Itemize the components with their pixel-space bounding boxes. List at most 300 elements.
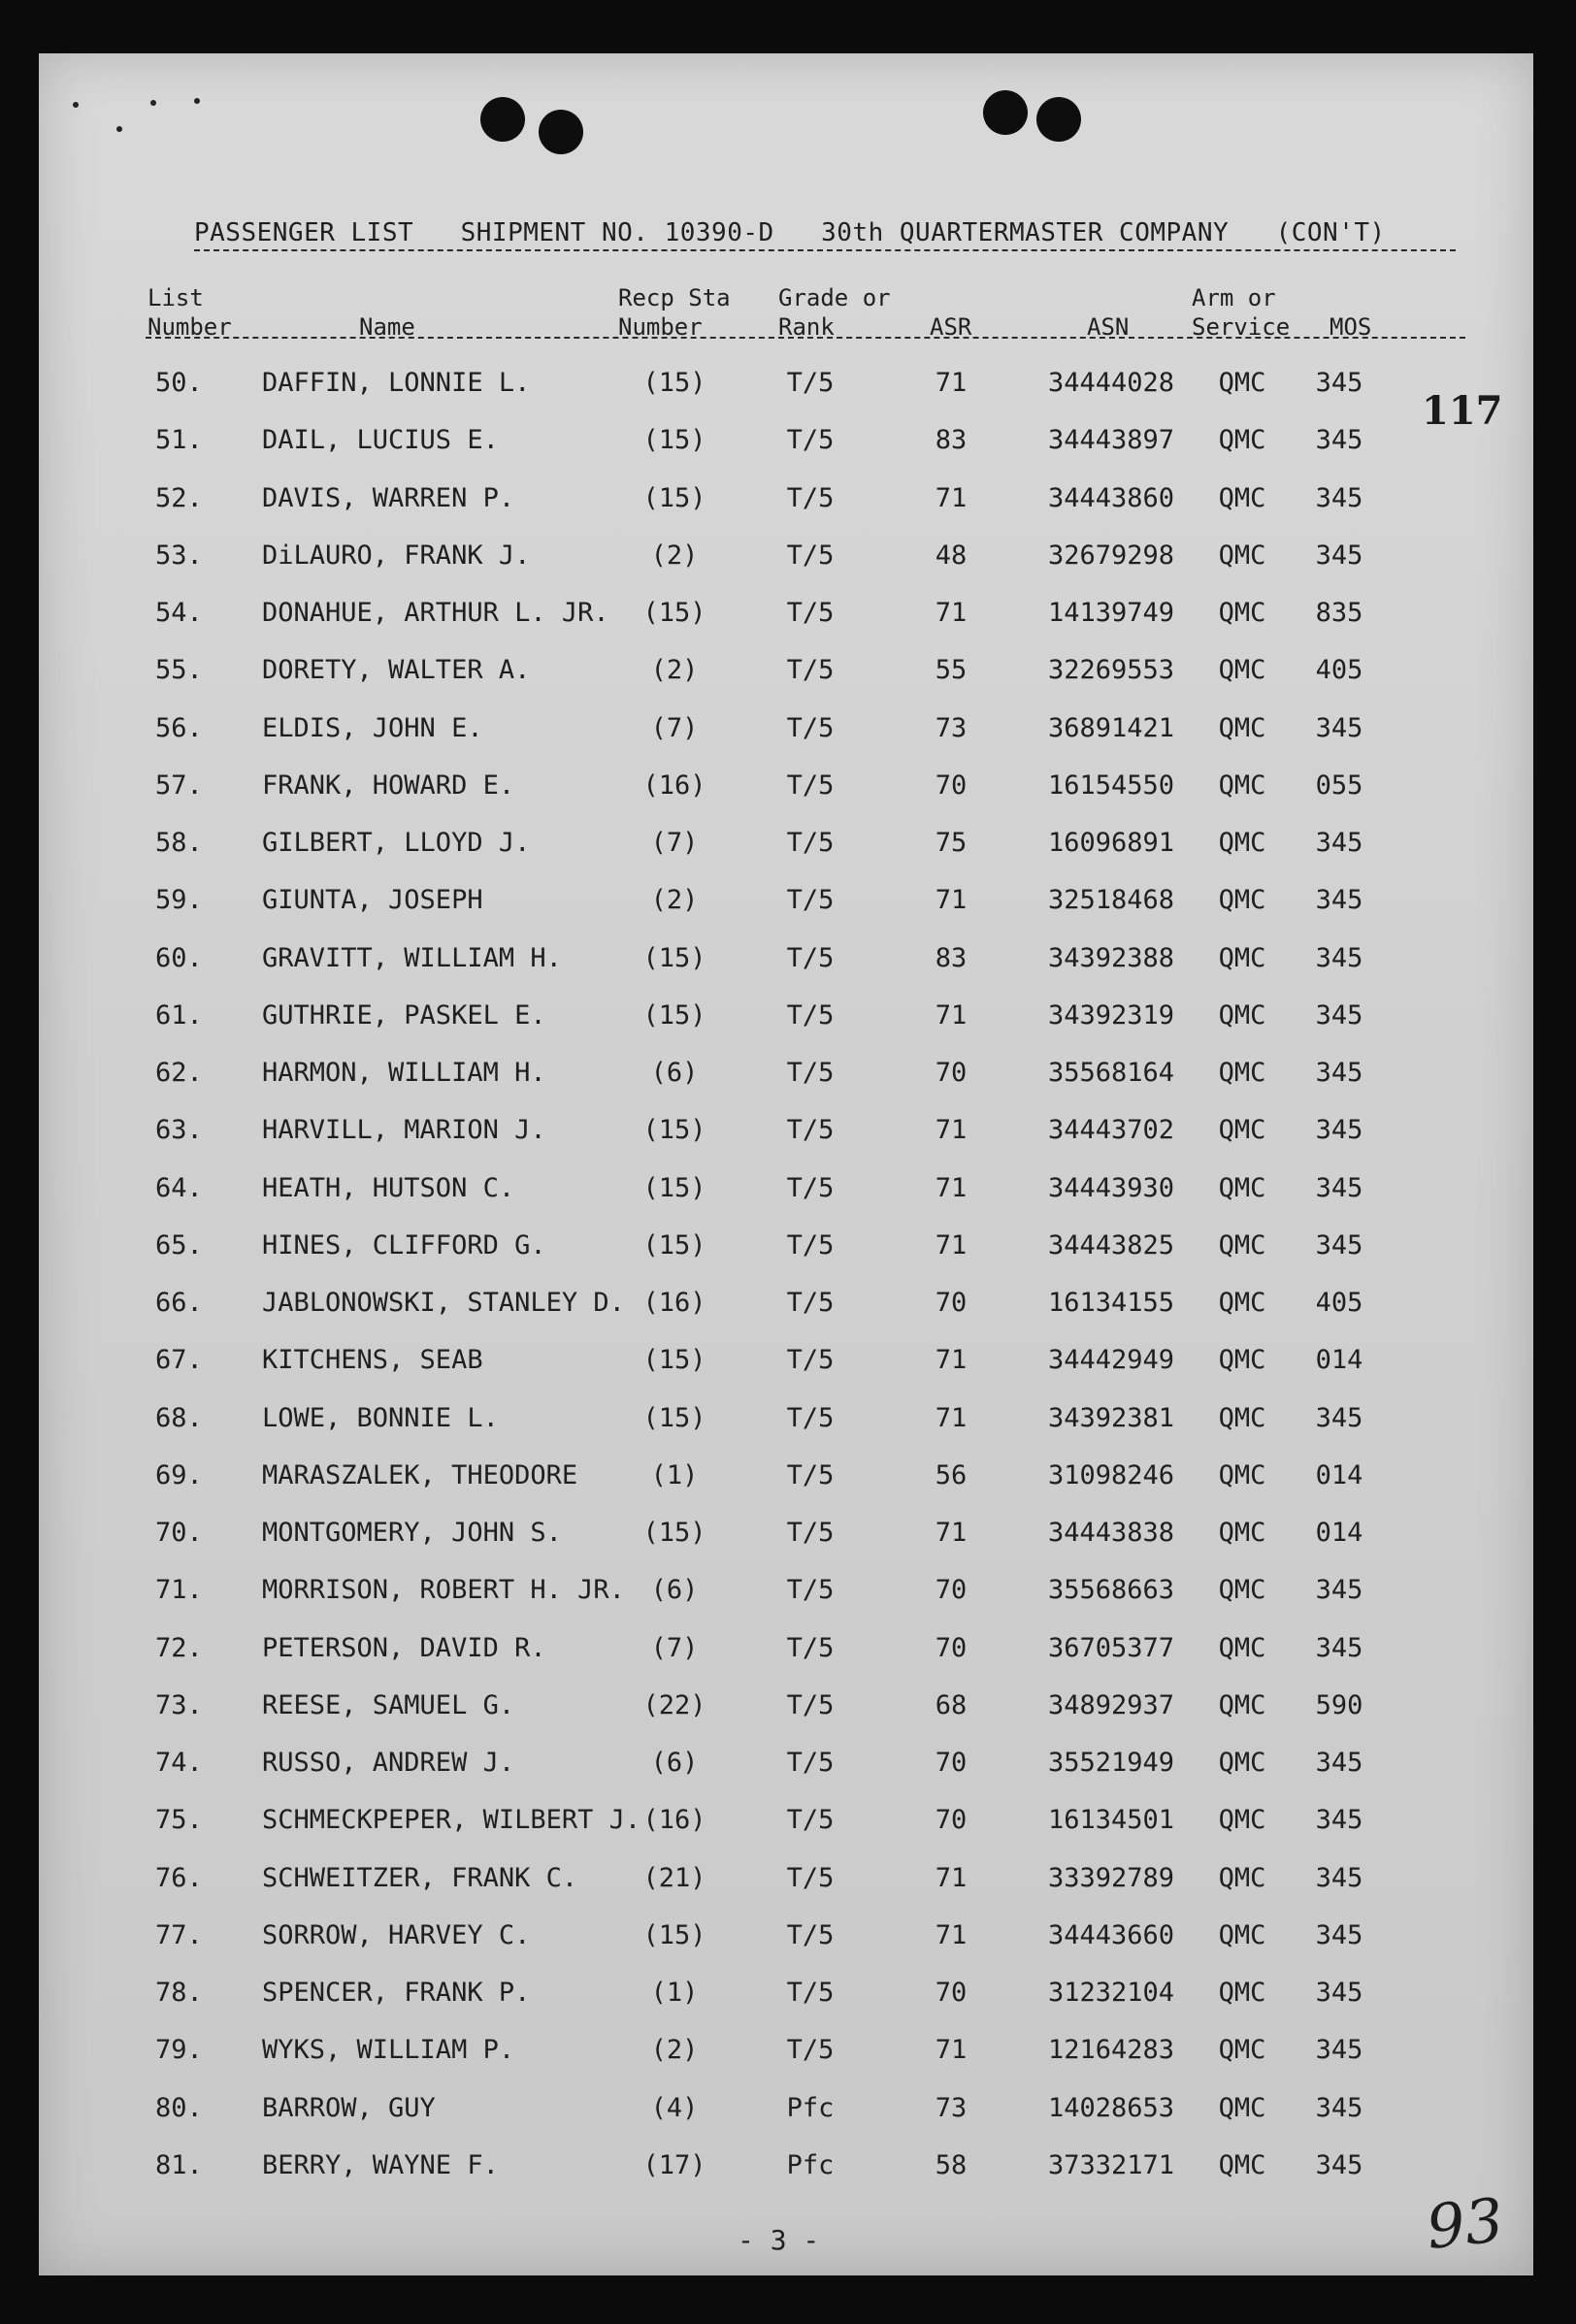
grade-rank: T/5 bbox=[786, 1058, 835, 1088]
arm-service: QMC bbox=[1218, 1919, 1266, 1950]
asr-score: 58 bbox=[935, 2149, 968, 2180]
list-number: 54. bbox=[155, 598, 203, 628]
mos-code: 014 bbox=[1315, 1345, 1363, 1376]
asn-number: 16096891 bbox=[1047, 828, 1175, 858]
document-title: PASSENGER LIST SHIPMENT NO. 10390-D 30th QUARTERMASTER COMPANY (CON'T) bbox=[194, 218, 1456, 251]
grade-rank: T/5 bbox=[786, 942, 835, 973]
table-row bbox=[39, 1331, 1533, 1389]
list-number: 63. bbox=[155, 1115, 203, 1146]
asn-number: 34392388 bbox=[1047, 942, 1175, 973]
recp-sta-number: (15) bbox=[642, 482, 706, 513]
asr-score: 70 bbox=[935, 769, 968, 801]
header-recp-sta: Recp Sta Number bbox=[618, 284, 731, 341]
asn-number: 34443825 bbox=[1047, 1229, 1175, 1260]
grade-rank: T/5 bbox=[786, 1919, 835, 1950]
asr-score: 56 bbox=[935, 1459, 968, 1490]
list-number: 80. bbox=[155, 2092, 203, 2123]
arm-service: QMC bbox=[1218, 885, 1266, 916]
table-row bbox=[39, 2021, 1533, 2079]
list-number: 78. bbox=[155, 1978, 203, 2008]
asr-score: 83 bbox=[935, 942, 968, 973]
grade-rank: T/5 bbox=[786, 540, 835, 571]
recp-sta-number: (15) bbox=[642, 942, 706, 973]
arm-service: QMC bbox=[1218, 1459, 1266, 1490]
asr-score: 83 bbox=[935, 425, 968, 456]
passenger-name: WYKS, WILLIAM P. bbox=[262, 2035, 515, 2066]
mos-code: 345 bbox=[1315, 1805, 1363, 1836]
recp-sta-number: (15) bbox=[642, 999, 706, 1031]
asn-number: 16134501 bbox=[1047, 1805, 1175, 1836]
arm-service: QMC bbox=[1218, 999, 1266, 1031]
asr-score: 55 bbox=[935, 655, 968, 686]
mos-code: 345 bbox=[1315, 1402, 1363, 1433]
mos-code: 345 bbox=[1315, 540, 1363, 571]
asn-number: 34392319 bbox=[1047, 999, 1175, 1031]
speck bbox=[150, 100, 156, 106]
punch-hole bbox=[1036, 97, 1081, 142]
mos-code: 835 bbox=[1315, 598, 1363, 628]
asn-number: 34892937 bbox=[1047, 1689, 1175, 1720]
asn-number: 34443838 bbox=[1047, 1518, 1175, 1548]
list-number: 50. bbox=[155, 368, 203, 398]
list-number: 65. bbox=[155, 1229, 203, 1260]
list-number: 58. bbox=[155, 828, 203, 858]
recp-sta-number: (15) bbox=[642, 1402, 706, 1433]
asn-number: 32518468 bbox=[1047, 885, 1175, 916]
mos-code: 345 bbox=[1315, 712, 1363, 743]
arm-service: QMC bbox=[1218, 1978, 1266, 2008]
passenger-name: SCHWEITZER, FRANK C. bbox=[262, 1862, 578, 1893]
arm-service: QMC bbox=[1218, 1115, 1266, 1146]
passenger-name: BARROW, GUY bbox=[262, 2092, 436, 2123]
asn-number: 34443930 bbox=[1047, 1172, 1175, 1203]
mos-code: 345 bbox=[1315, 1748, 1363, 1778]
passenger-name: MARASZALEK, THEODORE bbox=[262, 1459, 578, 1490]
mos-code: 345 bbox=[1315, 1919, 1363, 1950]
grade-rank: T/5 bbox=[786, 1172, 835, 1203]
asn-number: 31098246 bbox=[1047, 1459, 1175, 1490]
margin-number: 117 bbox=[1422, 388, 1503, 434]
asr-score: 73 bbox=[935, 712, 968, 743]
arm-service: QMC bbox=[1218, 1689, 1266, 1720]
list-number: 76. bbox=[155, 1862, 203, 1893]
mos-code: 405 bbox=[1315, 655, 1363, 686]
header-grade: Grade or Rank bbox=[778, 284, 891, 341]
asn-number: 34443660 bbox=[1047, 1919, 1175, 1950]
list-number: 53. bbox=[155, 540, 203, 571]
header-list-number: List Number bbox=[148, 284, 232, 341]
table-row bbox=[39, 1160, 1533, 1217]
passenger-name: GRAVITT, WILLIAM H. bbox=[262, 942, 562, 973]
mos-code: 345 bbox=[1315, 2149, 1363, 2180]
asr-score: 71 bbox=[935, 1115, 968, 1146]
list-number: 75. bbox=[155, 1805, 203, 1836]
grade-rank: T/5 bbox=[786, 1862, 835, 1893]
recp-sta-number: (6) bbox=[650, 1748, 699, 1778]
punch-hole bbox=[539, 110, 583, 154]
passenger-name: ELDIS, JOHN E. bbox=[262, 712, 483, 743]
list-number: 73. bbox=[155, 1689, 203, 1720]
grade-rank: T/5 bbox=[786, 1115, 835, 1146]
table-row bbox=[39, 930, 1533, 987]
grade-rank: T/5 bbox=[786, 769, 835, 801]
table-row bbox=[39, 641, 1533, 699]
asn-number: 34442949 bbox=[1047, 1345, 1175, 1376]
arm-service: QMC bbox=[1218, 1575, 1266, 1606]
arm-service: QMC bbox=[1218, 1862, 1266, 1893]
asn-number: 34443897 bbox=[1047, 425, 1175, 456]
asn-number: 34392381 bbox=[1047, 1402, 1175, 1433]
asr-score: 71 bbox=[935, 482, 968, 513]
speck bbox=[116, 126, 122, 132]
table-row bbox=[39, 411, 1533, 469]
list-number: 79. bbox=[155, 2035, 203, 2066]
table-row bbox=[39, 1390, 1533, 1447]
grade-rank: T/5 bbox=[786, 999, 835, 1031]
grade-rank: T/5 bbox=[786, 1229, 835, 1260]
mos-code: 590 bbox=[1315, 1689, 1363, 1720]
recp-sta-number: (1) bbox=[650, 1459, 699, 1490]
table-row bbox=[39, 1907, 1533, 1964]
passenger-name: DiLAURO, FRANK J. bbox=[262, 540, 531, 571]
grade-rank: Pfc bbox=[786, 2149, 835, 2180]
recp-sta-number: (2) bbox=[650, 885, 699, 916]
table-row bbox=[39, 757, 1533, 814]
list-number: 61. bbox=[155, 999, 203, 1031]
recp-sta-number: (22) bbox=[642, 1689, 706, 1720]
recp-sta-number: (15) bbox=[642, 598, 706, 628]
passenger-name: LOWE, BONNIE L. bbox=[262, 1402, 499, 1433]
mos-code: 345 bbox=[1315, 828, 1363, 858]
header-asr: ASR bbox=[930, 313, 972, 341]
asr-score: 71 bbox=[935, 885, 968, 916]
grade-rank: Pfc bbox=[786, 2092, 835, 2123]
mos-code: 345 bbox=[1315, 1058, 1363, 1088]
asr-score: 75 bbox=[935, 828, 968, 858]
passenger-name: DAVIS, WARREN P. bbox=[262, 482, 515, 513]
asr-score: 70 bbox=[935, 1748, 968, 1778]
list-number: 62. bbox=[155, 1058, 203, 1088]
asn-number: 34444028 bbox=[1047, 368, 1175, 398]
arm-service: QMC bbox=[1218, 2149, 1266, 2180]
recp-sta-number: (15) bbox=[642, 1172, 706, 1203]
passenger-name: GIUNTA, JOSEPH bbox=[262, 885, 483, 916]
grade-rank: T/5 bbox=[786, 368, 835, 398]
mos-code: 345 bbox=[1315, 999, 1363, 1031]
asr-score: 70 bbox=[935, 1632, 968, 1663]
passenger-name: GILBERT, LLOYD J. bbox=[262, 828, 531, 858]
grade-rank: T/5 bbox=[786, 1748, 835, 1778]
recp-sta-number: (2) bbox=[650, 2035, 699, 2066]
recp-sta-number: (7) bbox=[650, 1632, 699, 1663]
recp-sta-number: (16) bbox=[642, 1288, 706, 1318]
asn-number: 32269553 bbox=[1047, 655, 1175, 686]
arm-service: QMC bbox=[1218, 1172, 1266, 1203]
asr-score: 70 bbox=[935, 1978, 968, 2008]
list-number: 69. bbox=[155, 1459, 203, 1490]
passenger-name: DORETY, WALTER A. bbox=[262, 655, 531, 686]
list-number: 77. bbox=[155, 1919, 203, 1950]
grade-rank: T/5 bbox=[786, 828, 835, 858]
header-underline bbox=[146, 337, 1465, 339]
punch-hole bbox=[983, 90, 1028, 135]
arm-service: QMC bbox=[1218, 540, 1266, 571]
asn-number: 32679298 bbox=[1047, 540, 1175, 571]
passenger-name: SPENCER, FRANK P. bbox=[262, 1978, 531, 2008]
recp-sta-number: (15) bbox=[642, 1518, 706, 1548]
list-number: 60. bbox=[155, 942, 203, 973]
asn-number: 33392789 bbox=[1047, 1862, 1175, 1893]
asn-number: 34443860 bbox=[1047, 482, 1175, 513]
asr-score: 71 bbox=[935, 2035, 968, 2066]
list-number: 64. bbox=[155, 1172, 203, 1203]
grade-rank: T/5 bbox=[786, 655, 835, 686]
arm-service: QMC bbox=[1218, 1748, 1266, 1778]
asn-number: 35568164 bbox=[1047, 1058, 1175, 1088]
asn-number: 16154550 bbox=[1047, 769, 1175, 801]
grade-rank: T/5 bbox=[786, 1575, 835, 1606]
passenger-name: DONAHUE, ARTHUR L. JR. bbox=[262, 598, 609, 628]
mos-code: 345 bbox=[1315, 1229, 1363, 1260]
asn-number: 31232104 bbox=[1047, 1978, 1175, 2008]
speck bbox=[194, 98, 200, 104]
table-row bbox=[39, 1044, 1533, 1101]
passenger-name: PETERSON, DAVID R. bbox=[262, 1632, 546, 1663]
passenger-name: HARVILL, MARION J. bbox=[262, 1115, 546, 1146]
arm-service: QMC bbox=[1218, 1229, 1266, 1260]
passenger-name: REESE, SAMUEL G. bbox=[262, 1689, 515, 1720]
grade-rank: T/5 bbox=[786, 885, 835, 916]
table-row bbox=[39, 1620, 1533, 1677]
arm-service: QMC bbox=[1218, 828, 1266, 858]
table-row bbox=[39, 1734, 1533, 1791]
arm-service: QMC bbox=[1218, 712, 1266, 743]
asn-number: 35521949 bbox=[1047, 1748, 1175, 1778]
asr-score: 71 bbox=[935, 1402, 968, 1433]
handwritten-note: 93 bbox=[1423, 2184, 1507, 2263]
table-row bbox=[39, 527, 1533, 584]
grade-rank: T/5 bbox=[786, 598, 835, 628]
mos-code: 345 bbox=[1315, 482, 1363, 513]
recp-sta-number: (2) bbox=[650, 655, 699, 686]
list-number: 57. bbox=[155, 769, 203, 801]
passenger-name: JABLONOWSKI, STANLEY D. bbox=[262, 1288, 625, 1318]
asr-score: 71 bbox=[935, 368, 968, 398]
arm-service: QMC bbox=[1218, 1288, 1266, 1318]
asn-number: 36705377 bbox=[1047, 1632, 1175, 1663]
grade-rank: T/5 bbox=[786, 1518, 835, 1548]
table-row bbox=[39, 1849, 1533, 1907]
arm-service: QMC bbox=[1218, 1402, 1266, 1433]
mos-code: 345 bbox=[1315, 942, 1363, 973]
asr-score: 71 bbox=[935, 1172, 968, 1203]
arm-service: QMC bbox=[1218, 1518, 1266, 1548]
mos-code: 345 bbox=[1315, 368, 1363, 398]
mos-code: 345 bbox=[1315, 1115, 1363, 1146]
recp-sta-number: (7) bbox=[650, 712, 699, 743]
passenger-name: GUTHRIE, PASKEL E. bbox=[262, 999, 546, 1031]
mos-code: 345 bbox=[1315, 885, 1363, 916]
table-row bbox=[39, 1504, 1533, 1561]
asr-score: 71 bbox=[935, 598, 968, 628]
recp-sta-number: (17) bbox=[642, 2149, 706, 2180]
arm-service: QMC bbox=[1218, 425, 1266, 456]
arm-service: QMC bbox=[1218, 368, 1266, 398]
grade-rank: T/5 bbox=[786, 1288, 835, 1318]
mos-code: 345 bbox=[1315, 1632, 1363, 1663]
table-row bbox=[39, 987, 1533, 1044]
asr-score: 71 bbox=[935, 1518, 968, 1548]
recp-sta-number: (16) bbox=[642, 769, 706, 801]
list-number: 52. bbox=[155, 482, 203, 513]
table-row bbox=[39, 1101, 1533, 1159]
table-row bbox=[39, 1217, 1533, 1274]
document-page bbox=[39, 53, 1533, 2275]
asr-score: 71 bbox=[935, 1862, 968, 1893]
table-row bbox=[39, 2079, 1533, 2137]
arm-service: QMC bbox=[1218, 1805, 1266, 1836]
list-number: 66. bbox=[155, 1288, 203, 1318]
table-row bbox=[39, 814, 1533, 871]
list-number: 70. bbox=[155, 1518, 203, 1548]
grade-rank: T/5 bbox=[786, 2035, 835, 2066]
table-row bbox=[39, 470, 1533, 527]
mos-code: 345 bbox=[1315, 2035, 1363, 2066]
asn-number: 35568663 bbox=[1047, 1575, 1175, 1606]
mos-code: 345 bbox=[1315, 1978, 1363, 2008]
page-number: - 3 - bbox=[738, 2224, 820, 2256]
mos-code: 345 bbox=[1315, 1172, 1363, 1203]
asr-score: 73 bbox=[935, 2092, 968, 2123]
grade-rank: T/5 bbox=[786, 1632, 835, 1663]
recp-sta-number: (6) bbox=[650, 1058, 699, 1088]
speck bbox=[73, 102, 79, 108]
table-row bbox=[39, 2137, 1533, 2194]
asr-score: 71 bbox=[935, 999, 968, 1031]
arm-service: QMC bbox=[1218, 1632, 1266, 1663]
passenger-name: RUSSO, ANDREW J. bbox=[262, 1748, 515, 1778]
asn-number: 12164283 bbox=[1047, 2035, 1175, 2066]
recp-sta-number: (15) bbox=[642, 1115, 706, 1146]
passenger-name: MORRISON, ROBERT H. JR. bbox=[262, 1575, 625, 1606]
recp-sta-number: (6) bbox=[650, 1575, 699, 1606]
header-asn: ASN bbox=[1087, 313, 1130, 341]
table-row bbox=[39, 1447, 1533, 1504]
table-row bbox=[39, 1791, 1533, 1849]
list-number: 72. bbox=[155, 1632, 203, 1663]
asn-number: 36891421 bbox=[1047, 712, 1175, 743]
passenger-name: MONTGOMERY, JOHN S. bbox=[262, 1518, 562, 1548]
mos-code: 014 bbox=[1315, 1518, 1363, 1548]
recp-sta-number: (15) bbox=[642, 425, 706, 456]
asn-number: 16134155 bbox=[1047, 1288, 1175, 1318]
asr-score: 71 bbox=[935, 1345, 968, 1376]
table-row bbox=[39, 871, 1533, 929]
header-arm-service: Arm or Service bbox=[1192, 284, 1291, 341]
table-row bbox=[39, 1677, 1533, 1734]
passenger-name: HINES, CLIFFORD G. bbox=[262, 1229, 546, 1260]
list-number: 59. bbox=[155, 885, 203, 916]
passenger-name: SCHMECKPEPER, WILBERT J. bbox=[262, 1805, 641, 1836]
mos-code: 405 bbox=[1315, 1288, 1363, 1318]
arm-service: QMC bbox=[1218, 482, 1266, 513]
arm-service: QMC bbox=[1218, 1345, 1266, 1376]
grade-rank: T/5 bbox=[786, 1345, 835, 1376]
arm-service: QMC bbox=[1218, 2092, 1266, 2123]
asr-score: 71 bbox=[935, 1229, 968, 1260]
passenger-name: DAFFIN, LONNIE L. bbox=[262, 368, 531, 398]
asr-score: 71 bbox=[935, 1919, 968, 1950]
passenger-name: DAIL, LUCIUS E. bbox=[262, 425, 499, 456]
arm-service: QMC bbox=[1218, 2035, 1266, 2066]
grade-rank: T/5 bbox=[786, 1459, 835, 1490]
asr-score: 48 bbox=[935, 540, 968, 571]
recp-sta-number: (21) bbox=[642, 1862, 706, 1893]
recp-sta-number: (15) bbox=[642, 368, 706, 398]
grade-rank: T/5 bbox=[786, 1402, 835, 1433]
passenger-name: HARMON, WILLIAM H. bbox=[262, 1058, 546, 1088]
recp-sta-number: (1) bbox=[650, 1978, 699, 2008]
list-number: 51. bbox=[155, 425, 203, 456]
passenger-name: SORROW, HARVEY C. bbox=[262, 1919, 531, 1950]
mos-code: 345 bbox=[1315, 2092, 1363, 2123]
passenger-name: KITCHENS, SEAB bbox=[262, 1345, 483, 1376]
list-number: 67. bbox=[155, 1345, 203, 1376]
arm-service: QMC bbox=[1218, 1058, 1266, 1088]
mos-code: 345 bbox=[1315, 1575, 1363, 1606]
passenger-name: HEATH, HUTSON C. bbox=[262, 1172, 515, 1203]
table-row bbox=[39, 354, 1533, 411]
asr-score: 70 bbox=[935, 1058, 968, 1088]
asn-number: 37332171 bbox=[1047, 2149, 1175, 2180]
list-number: 56. bbox=[155, 712, 203, 743]
recp-sta-number: (2) bbox=[650, 540, 699, 571]
recp-sta-number: (7) bbox=[650, 828, 699, 858]
recp-sta-number: (4) bbox=[650, 2092, 699, 2123]
list-number: 55. bbox=[155, 655, 203, 686]
list-number: 71. bbox=[155, 1575, 203, 1606]
grade-rank: T/5 bbox=[786, 425, 835, 456]
list-number: 74. bbox=[155, 1748, 203, 1778]
recp-sta-number: (16) bbox=[642, 1805, 706, 1836]
recp-sta-number: (15) bbox=[642, 1345, 706, 1376]
table-row bbox=[39, 1561, 1533, 1619]
mos-code: 014 bbox=[1315, 1459, 1363, 1490]
grade-rank: T/5 bbox=[786, 1978, 835, 2008]
list-number: 68. bbox=[155, 1402, 203, 1433]
arm-service: QMC bbox=[1218, 942, 1266, 973]
table-row bbox=[39, 1274, 1533, 1331]
grade-rank: T/5 bbox=[786, 712, 835, 743]
mos-code: 345 bbox=[1315, 425, 1363, 456]
table-row bbox=[39, 700, 1533, 757]
arm-service: QMC bbox=[1218, 655, 1266, 686]
asn-number: 14028653 bbox=[1047, 2092, 1175, 2123]
table-row bbox=[39, 584, 1533, 641]
asn-number: 14139749 bbox=[1047, 598, 1175, 628]
arm-service: QMC bbox=[1218, 769, 1266, 801]
grade-rank: T/5 bbox=[786, 482, 835, 513]
passenger-name: FRANK, HOWARD E. bbox=[262, 769, 515, 801]
grade-rank: T/5 bbox=[786, 1805, 835, 1836]
header-name: Name bbox=[359, 313, 415, 341]
list-number: 81. bbox=[155, 2149, 203, 2180]
recp-sta-number: (15) bbox=[642, 1919, 706, 1950]
grade-rank: T/5 bbox=[786, 1689, 835, 1720]
table-row bbox=[39, 1964, 1533, 2021]
asr-score: 68 bbox=[935, 1689, 968, 1720]
recp-sta-number: (15) bbox=[642, 1229, 706, 1260]
